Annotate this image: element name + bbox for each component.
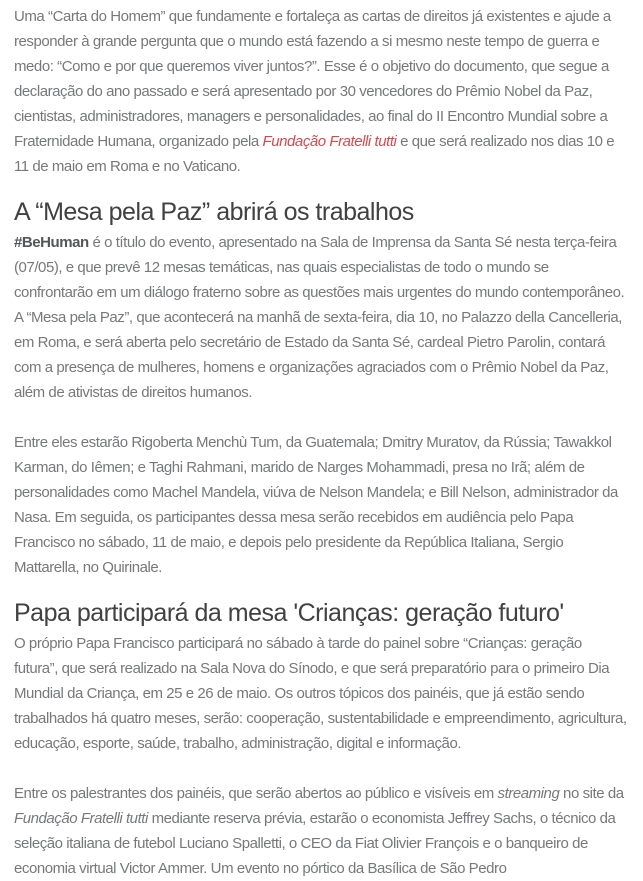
intro-text-pre: Uma “Carta do Homem” que fundamente e fortaleça as cartas de direitos já existentes e ajude a responder à grande pergunta que o mundo está fazendo a si mesmo neste tempo de guerra e medo: “Como e por que queremos viver juntos?”. Esse é o objetivo do documento, que segue a declaração do ano passado e será apresentado por 30 vencedores do Prêmio Nobel da Paz, cientistas, administradores, managers e personalidades, ao final do II Encontro Mundial sobre a Fraternidade Humana, organizado pela — [14, 8, 611, 150]
section-heading-mesa-pela-paz: A “Mesa pela Paz” abrirá os trabalhos — [14, 198, 414, 226]
mesa-paragraph-1-text: é o título do evento, apresentado na Sala de Imprensa da Santa Sé nesta terça-feira (07/05), e que prevê 12 mesas temáticas, nas quais especialistas de todo o mundo se confrontarão em um diálogo fraterno sobre as questões mais urgentes do mundo contemporâneo. A “Mesa pela Paz”, que acontecerá na manhã de sexta-feira, dia 10, no Palazzo della Cancelleria, em Roma, e será aberta pelo secretário de Estado da Santa Sé, cardeal Pietro Parolin, contará com a presença de mulheres, homens e organizações agraciados com o Prêmio Nobel da Paz, além de ativistas de direitos humanos. — [14, 234, 625, 401]
streaming-italic-text: streaming — [497, 785, 560, 802]
intro-text-post: e que será realizado nos dias 10 e 11 de maio em Roma e no Vaticano. — [14, 133, 615, 175]
behuman-hashtag: #BeHuman — [14, 234, 89, 251]
papa-paragraph-2 — [14, 781, 629, 881]
mesa-paragraph-1 — [14, 230, 629, 405]
section-heading-papa-mesa-criancas: Papa participará da mesa 'Crianças: geração futuro' — [14, 599, 564, 627]
mesa-paragraph-2: Entre eles estarão Rigoberta Menchù Tum, da Guatemala; Dmitry Muratov, da Rússia; Tawakkol Karman, do Iêmen; e Taghi Rahmani, marido de Narges Mohammadi, presa no Irã; além de personalidades como Machel Mandela, viúva de Nelson Mandela; e Bill Nelson, administrador da Nasa. Em seguida, os participantes dessa mesa serão recebidos em audiência pelo Papa Francisco no sábado, 11 de maio, e depois pelo presidente da República Italiana, Sergio Mattarella, no Quirinale. — [14, 434, 618, 576]
papa-paragraph-1: O próprio Papa Francisco participará no sábado à tarde do painel sobre “Crianças: geração futura”, que será realizado na Sala Nova do Sínodo, e que será preparatório para o primeiro Dia Mundial da Criança, em 25 e 26 de maio. Os outros tópicos dos painéis, que já estão sendo trabalhados há quatro meses, serão: cooperação, sustentabilidade e empreendimento, agricultura, educação, esporte, saúde, trabalho, administração, digital e informação. — [14, 635, 627, 752]
fratelli-tutti-italic-text: Fundação Fratelli tutti — [14, 810, 148, 827]
intro-paragraph — [14, 4, 629, 179]
papa-paragraph-2-mid: no site da — [559, 785, 624, 802]
fratelli-tutti-link[interactable]: Fundação Fratelli tutti — [262, 133, 397, 150]
papa-paragraph-2-post: mediante reserva prévia, estarão o economista Jeffrey Sachs, o técnico da seleção italiana de futebol Luciano Spalletti, o CEO da Fiat Olivier François e o banqueiro de economia virtual Victor Ammer. Um evento no pórtico da Basílica de São Pedro — [14, 810, 616, 877]
papa-paragraph-2-pre: Entre os palestrantes dos painéis, que serão abertos ao público e visíveis em — [14, 785, 498, 802]
